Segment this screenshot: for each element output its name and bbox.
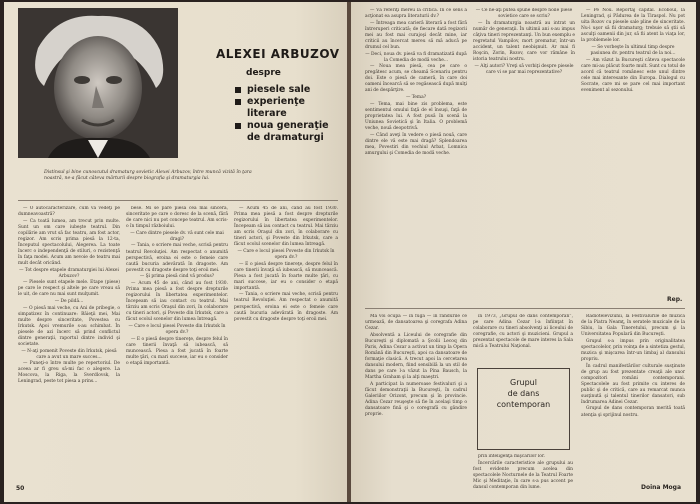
dance-column-2-bottom	[473, 454, 573, 496]
topic-item	[235, 96, 347, 120]
question: — Alţi autori? Vreţi să vorbiţi despre piesele care vi se par mai reprezentative?	[474, 63, 574, 75]
topic-item	[235, 84, 347, 96]
topic-text: noua generaţie	[247, 120, 329, 131]
interview-column-2	[126, 206, 228, 482]
paragraph: bese. Mi se pare piesa cea mai sinceră, sinceritate pe care o doresc de la scenă, fără de care nici nu pot concepe teatrul. Am scris-o în timpul războiului.	[126, 206, 228, 230]
paragraph: — Piesele sunt etapele mele. Etape (piese) pe care le respect şi altele pe care vreau să le uit, de care nu mai sunt mulţumit.	[18, 280, 120, 298]
paragraph: — O piesă mai veche, cu Ani de pribegie, o simpatizez în continuare: Băieţii mei, Mai multe despre sinceritate, Povestea cu Irkutsk. Apoi vremurile s-au schimbat. În piesele de azi încerc să prind conflictul dintre generaţii, raportul dintre individ şi societate.	[18, 305, 120, 347]
question: — Tot despre etapele dramaturgiei lui Alexei Arbuzov?	[19, 267, 119, 279]
section-title-line: contemporan	[496, 400, 551, 409]
paragraph: — Când aveţi în vedere o piesă nouă, care dintre ele vă este mai dragă? Splendoarea mea, Povestiri din vechiul Arbat, Lomnica amurgului şi Comedia de modă veche.	[365, 132, 467, 156]
right-page	[351, 2, 696, 502]
topic-text: de dramaturgi	[247, 132, 324, 143]
paragraph: — Acum 45 de ani, când au fost 1930. Prima mea piesă a fost despre drepturile regizorului în libertatea experimentelor. Începeam să iau contact cu teatrul. Mai târziu am scris Oraşul din zori, în colaborare cu tineri actori, şi Poveste din Irkutsk, care a făcut ocolul scenelor din lumea întreagă.	[126, 280, 228, 323]
divider	[18, 200, 338, 201]
about-label: despre	[246, 68, 281, 78]
paragraph: — Tema, mai bine zis problema, este sentimentul omului faţă de el însuşi, faţă de proprietatea lui. A fost pusă în scenă la Uniunea Sovietică şi în Italia. O problemă veche, nouă deopotrivă.	[365, 101, 467, 131]
topic-text: experienţe literare	[247, 96, 305, 119]
paragraph: — Pe Nou. Reportaj capital. Ecoboul, la Leningrad, şi Pădurea de la Tiraspol. Nu pot uita Rozov cu piesele sale pline de sinceritate. Nu-i uşor să fii dramaturg; trebuie să ştii să asculţi oamenii din jur, să fii atent la viaţa lor, la problemele lor.	[581, 8, 685, 44]
author-name: ALEXEI ARBUZOV	[216, 47, 340, 61]
paragraph: Absolventă a Liceului de coregrafie din Bucureşti şi diplomată a Şcolii Lecoq din Paris, Adina Cezar a activat un timp la Opera Română din Bucureşti, apoi ca dansatoare de formaţie clasică. A trecut apoi la cercetarea dansului modern, fiind sensibilă la un stil de dans pe care l-a văzut la Pina Bausch, la Martha Graham şi la alţi maeştri.	[365, 332, 467, 381]
interview-column-1	[18, 206, 120, 482]
section-title-line: de dans	[507, 389, 540, 398]
divider	[365, 308, 685, 309]
topics-list	[235, 84, 347, 144]
question: — N-aţi pomenit Poveste din Irkutsk, piesă care a avut un mare succes...	[21, 348, 117, 360]
paragraph: Grupul de dans contemporan merită toată atenţia şi sprijinul nostru.	[581, 406, 685, 418]
left-page	[4, 2, 347, 502]
section-title-line: Grupul	[510, 378, 537, 387]
section-title-box	[477, 368, 570, 450]
paragraph: în 1973, „Grupul de dans contemporan”, pe care Adina Cezar l-a înfiinţat în colaborare cu tineri absolvenţi ai liceului de coregrafie, cu actori şi muzicieni. Grupul a prezentat spectacole de mare interes la Sala mică a Teatrului Naţional.	[473, 314, 573, 350]
interview-column-3	[365, 8, 467, 304]
paragraph: Grupul s-a impus prin originalitatea spectacolelor, prin voinţa de a sintetiza gestul, muzica şi mişcarea într-un limbaj al dansului propriu.	[581, 338, 685, 362]
question: — Se vorbeşte în ultimul timp despre pasiunea dv. pentru teatrul de la noi...	[590, 44, 676, 56]
interview-signoff: Rep.	[667, 296, 683, 303]
paragraph: — Tania, o scriere mai veche, scrisă pentru teatrul Revoluţiei. Am respectat o anumită perspectivă, eroina ei este o femeie care caută bucuria adevărată în dragoste. Am povestit cu dragoste despre toţi eroii mei.	[234, 292, 338, 322]
topic-text: piesele sale	[247, 84, 311, 95]
question: — Şi prima piesă cind vă produs?	[139, 274, 215, 280]
paragraph: — Noua mea piesă, cea pe care o pregătesc acum, se cheamă Scenariu pentru doi. Este o piesă de cameră, în care doi oameni încearcă să se regăsească după mulţi ani de despărţire.	[365, 64, 467, 94]
question: — Tema?	[405, 95, 427, 101]
paragraph: — Tania, o scriere mai veche, scrisă pentru teatrul Revoluţiei. Am respectat o anumită perspectivă, eroina ei este o femeie care caută bucuria adevărată în dragoste. Am povestit cu dragoste despre toţi eroii mei.	[126, 243, 228, 273]
question: — Care e locul piesei Poveste din Irkutsk în opera dv.?	[237, 248, 335, 260]
paragraph: — Întreaga mea carieră literară a fost fără întreruperi criticată; de fiecare dată regizorii mei au fost mai curajoşi decât mine, iar criticii au încercat mereu să mă aducă pe drumul cel bun.	[365, 20, 467, 50]
dance-column-2-top	[473, 314, 573, 364]
paragraph: — Vă referiţi mereu la critică. În ce sens a acţionat ea asupra literaturii dv.?	[365, 8, 467, 20]
paragraph: — Puneţi-o între multe pe repertoriul. De aceea ar fi greu să-mi fac o alegere. La Moscova, la Riga, la Sverdlovsk, la Leningrad, peste tot piesa a prins...	[18, 361, 120, 385]
interview-column-2b	[234, 206, 338, 482]
question: — Deci, noua dv. piesă va fi dramatizată după la Comedia de modă veche...	[365, 51, 467, 63]
paragraph: A participat la numeroase festivaluri şi a făcut demonstraţii la Bucureşti, în cadrul Galeriilor Orizont, precum şi în provincie. Adina Cezar reuşeşte să fie în acelaşi timp o dansatoare fină şi o coregrafă cu gândire proprie.	[365, 381, 467, 417]
paragraph: prin inteligenţa mişcărilor lor.	[478, 454, 545, 459]
paragraph: Mă voi ocupa — în fugă — în rândurile ce urmează, de dansatoarea şi coregrafa Adina Cezar.	[365, 314, 467, 332]
question: — De pildă...	[54, 299, 84, 305]
author-photo	[18, 8, 178, 158]
paragraph: — O autocaracterizare, cum vă vedeţi pe dumneavoastră?	[18, 206, 120, 218]
portrait-image	[18, 8, 178, 158]
paragraph: — Ca toată lumea, am trecut prin multe. Sunt un om care iubeşte teatrul. Din copilărie am vrut să fac teatru, am fost actor, regizor. Am scris prima piesă la 12-ta, Începutul spectacolului, Alegerea. La toate încerc o independenţă de stiluri, o rezistenţă în faţa modei. Acum am nevoie de teatru mai mult decât oricând.	[18, 218, 120, 267]
question: — Ce ne-aţi putea spune despre noile piese sovietice care se scriu?	[475, 8, 573, 20]
page-number: 50	[16, 485, 25, 492]
paragraph: — E o piesă despre tinereţe, despre felul în care tinerii învaţă să iubească, să muncească. Piesa a fost jucată în foarte multe ţări, cu mari succese, iar eu o consider o etapă importantă.	[234, 261, 338, 291]
intro-paragraph: Distinsul şi bine cunoscutul dramaturg sovietic Alexei Arbuzov, între muncă vizită în ţara noastră, ne-a făcut câteva mărturii despre biografia şi dramaturgia lui.	[44, 170, 252, 182]
dance-column-3	[581, 314, 685, 482]
interview-column-4b	[581, 8, 685, 296]
dance-column-1	[365, 314, 467, 494]
dance-signoff: Doina Moga	[641, 484, 682, 491]
paragraph: — În dramaturgia noastră au intrat un număr de generaţii. În ultimii ani s-au impus câţiva tineri reprezentanţi. Un bun exemplu e regretatul Vampilov, mort prematur, într-un accident, un talent neobişnuit. Ar mai fi Roşcin, Zorin, Rozov, care vor rămâne în istoria teatrului nostru.	[473, 20, 575, 62]
paragraph: — Am văzut la Bucureşti câteva spectacole care mi-au plăcut foarte mult. Sunt cu totul de acord că teatrul românesc este unul dintre cele mai interesante din Europa. Dialogul cu Socrate, care mi se pare cel mai important eveniment al sezonului.	[581, 57, 685, 93]
paragraph: — Acum 45 de ani, când au fost 1930. Prima mea piesă a fost despre drepturile regizorului în libertatea experimentelor. Începeam să iau contact cu teatrul. Mai târziu am scris Oraşul din zori, în colaborare cu tineri actori, şi Poveste din Irkutsk, care a făcut ocolul scenelor din lumea întreagă.	[234, 206, 338, 248]
magazine-spread	[4, 2, 696, 502]
paragraph: — E o piesă despre tinereţe, despre felul în care tinerii învaţă să iubească, să muncească. Piesa a fost jucată în foarte multe ţări, cu mari succese, iar eu o consider o etapă importantă.	[126, 336, 228, 366]
paragraph: În cadrul manifestărilor culturale susţinute de grup au fost prezentate creaţii ale unor compozitori români contemporani. Spectacolele au fost primite cu interes de public şi de critică, care au remarcat munca susţinută şi talentul tinerilor dansatori, sub îndrumarea Adinei Cezar.	[581, 363, 685, 405]
question: — Care dintre piesele dv. vă sunt cele mai dragi?	[130, 230, 224, 242]
interview-column-4a	[473, 8, 575, 304]
paragraph: Radiotelevizunii, la Festivalurile de muzică de la Piatra Neamţ, în seratele muzicale de la Sibiu, la Gala Tineretului, precum şi la Universitatea Populară din Bucureşti.	[581, 314, 685, 338]
paragraph: Încercările caracteristice ale grupului au fost evidente precum acelea din spectacolele Nocturnele de la Teatrul Foarte Mic şi Meditaţie, în care s-a pus accent pe dansul contemporan din lume.	[473, 460, 573, 490]
question: — Care e locul piesei Poveste din Irkutsk în opera dv.?	[128, 323, 226, 335]
topic-item	[235, 120, 347, 144]
